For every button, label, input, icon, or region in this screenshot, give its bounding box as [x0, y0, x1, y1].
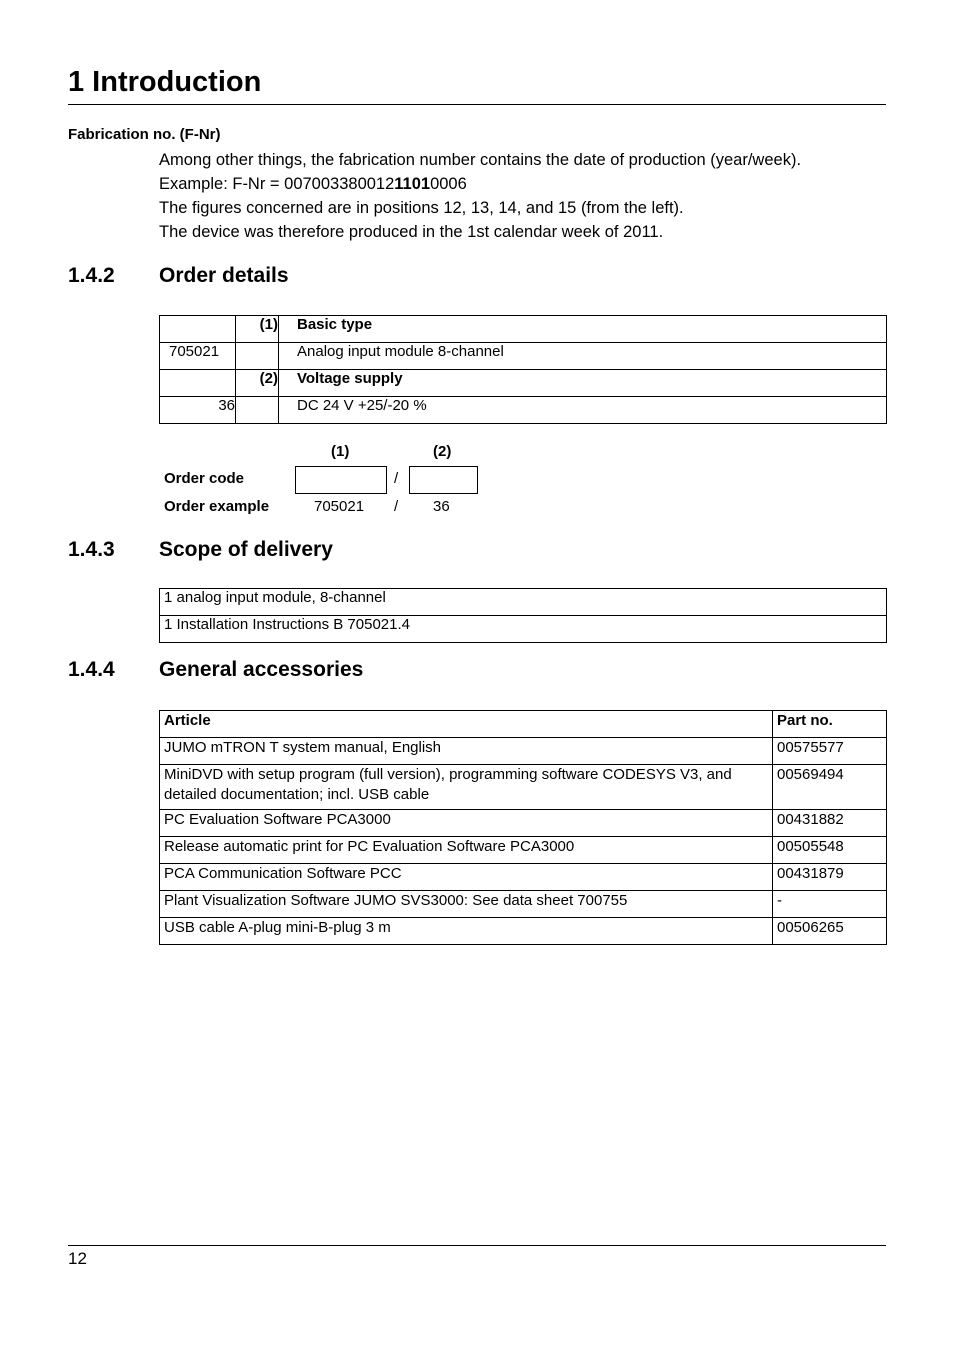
order-row — [160, 370, 887, 397]
section-title-order-details: Order details — [159, 264, 289, 287]
order-code-col2-head: (2) — [433, 443, 452, 460]
order-row-num — [236, 343, 279, 370]
chapter-title: 1 Introduction — [68, 66, 262, 98]
scope-item: 1 analog input module, 8-channel — [160, 589, 887, 616]
accessory-part-no: 00569494 — [773, 765, 887, 810]
table-row — [160, 616, 887, 643]
table-row — [160, 918, 887, 945]
order-row-code: 36 — [160, 397, 236, 424]
order-code-col1-head: (1) — [331, 443, 350, 460]
order-row — [160, 343, 887, 370]
accessory-part-no: 00505548 — [773, 837, 887, 864]
order-row-num: (2) — [236, 370, 279, 397]
order-row-text: DC 24 V +25/-20 % — [279, 397, 887, 424]
order-code-field-1 — [295, 466, 387, 494]
accessory-article: JUMO mTRON T system manual, English — [160, 738, 773, 765]
order-details-table — [159, 315, 887, 424]
scope-item: 1 Installation Instructions B 705021.4 — [160, 616, 887, 643]
order-row-code — [160, 370, 236, 397]
order-row-text: Analog input module 8-channel — [279, 343, 887, 370]
fabrication-example — [159, 172, 801, 196]
accessory-article: USB cable A-plug mini-B-plug 3 m — [160, 918, 773, 945]
footer-divider — [68, 1245, 886, 1246]
section-number-order-details: 1.4.2 — [68, 264, 115, 287]
table-row — [160, 837, 887, 864]
accessory-article: PCA Communication Software PCC — [160, 864, 773, 891]
fabrication-example-bold: 1101 — [394, 175, 431, 193]
table-row — [160, 810, 887, 837]
scope-table — [159, 588, 887, 643]
order-row — [160, 316, 887, 343]
accessory-part-no: 00431882 — [773, 810, 887, 837]
fabrication-line-1: Among other things, the fabrication number contains the date of production (year/week). — [159, 151, 802, 169]
order-row-text: Basic type — [279, 316, 887, 343]
accessory-article: Release automatic print for PC Evaluation Software PCA3000 — [160, 837, 773, 864]
order-example-value-2: 36 — [433, 498, 450, 515]
order-row-code: 705021 — [160, 343, 236, 370]
fabrication-text — [159, 148, 801, 244]
column-header-part: Part no. — [773, 711, 887, 738]
order-row-num: (1) — [236, 316, 279, 343]
accessory-article: MiniDVD with setup program (full version), programming software CODESYS V3, and detailed documentation; incl. USB cable — [160, 765, 773, 810]
order-row-num — [236, 397, 279, 424]
section-number-accessories: 1.4.4 — [68, 658, 115, 681]
order-code-separator: / — [394, 470, 399, 487]
fabrication-line-4: The device was therefore produced in the 1st calendar week of 2011. — [159, 223, 664, 241]
page-number: 12 — [68, 1249, 87, 1268]
table-row — [160, 891, 887, 918]
order-example-separator: / — [394, 498, 399, 515]
order-code-label: Order code — [164, 470, 245, 487]
accessory-part-no: - — [773, 891, 887, 918]
accessory-part-no: 00575577 — [773, 738, 887, 765]
fabrication-line-3: The figures concerned are in positions 12, 13, 14, and 15 (from the left). — [159, 199, 684, 217]
accessories-table — [159, 710, 887, 945]
order-row — [160, 397, 887, 424]
table-row — [160, 738, 887, 765]
accessory-article: PC Evaluation Software PCA3000 — [160, 810, 773, 837]
order-row-code — [160, 316, 236, 343]
section-number-scope: 1.4.3 — [68, 538, 115, 561]
order-code-field-2 — [409, 466, 478, 494]
table-header-row — [160, 711, 887, 738]
accessory-part-no: 00506265 — [773, 918, 887, 945]
accessory-article: Plant Visualization Software JUMO SVS3000: See data sheet 700755 — [160, 891, 773, 918]
table-row — [160, 864, 887, 891]
order-example-value-1: 705021 — [314, 498, 365, 515]
accessory-part-no: 00431879 — [773, 864, 887, 891]
fabrication-example-suffix: 0006 — [430, 175, 467, 193]
section-title-scope: Scope of delivery — [159, 538, 333, 561]
table-row — [160, 589, 887, 616]
column-header-article: Article — [160, 711, 773, 738]
order-row-text: Voltage supply — [279, 370, 887, 397]
fabrication-heading: Fabrication no. (F-Nr) — [68, 126, 221, 143]
section-title-accessories: General accessories — [159, 658, 364, 681]
order-example-label: Order example — [164, 498, 270, 515]
fabrication-example-prefix: Example: F-Nr = 007003380012 — [159, 175, 395, 193]
table-row — [160, 765, 887, 810]
chapter-divider — [68, 104, 886, 105]
